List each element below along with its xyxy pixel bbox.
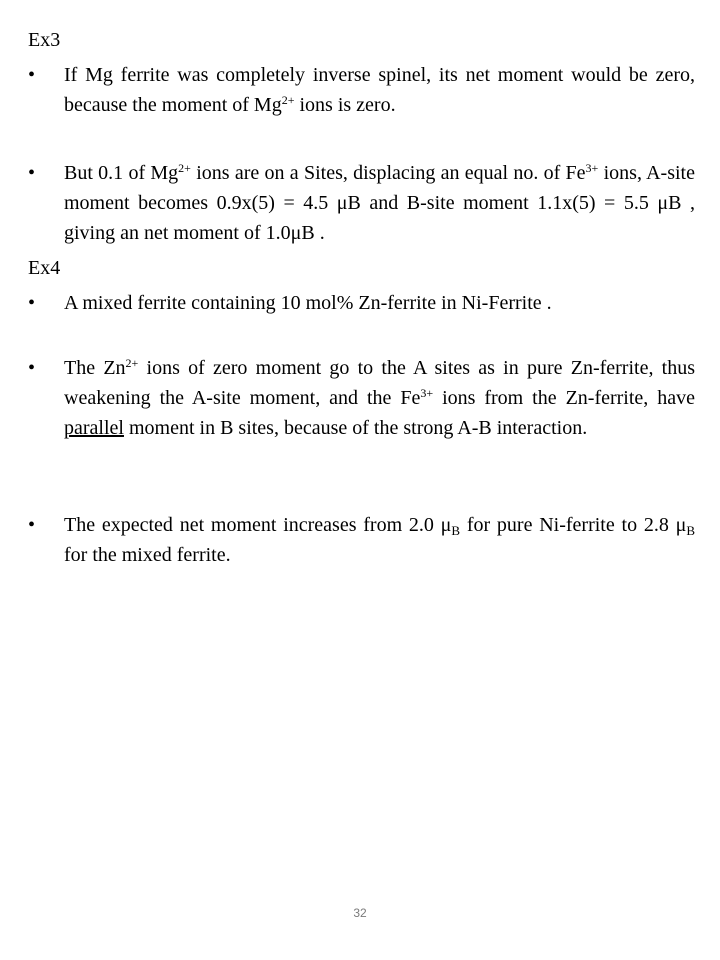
bullet-marker: • xyxy=(28,514,36,536)
superscript: 2+ xyxy=(281,92,295,107)
bullet-marker: • xyxy=(28,64,36,86)
superscript: 2+ xyxy=(125,355,139,370)
ex3-bullet-1-text: If Mg ferrite was completely inverse spinel, its net moment would be zero, because the moment of $Mg^{2+}$ ions is zero. xyxy=(64,64,695,116)
ex3-bullet-1 xyxy=(28,60,695,120)
ex4-bullet-3 xyxy=(28,510,695,570)
ex3-heading: Ex3 xyxy=(28,29,61,51)
superscript: 3+ xyxy=(420,385,434,400)
ex4-bullet-3-text: The expected net moment increases from 2.0 $\mu_B$ for pure Ni-ferrite to 2.8 $\mu_B$ for the mixed ferrite. xyxy=(64,514,695,566)
superscript: 3+ xyxy=(585,160,599,175)
ex3-bullet-2 xyxy=(28,158,695,248)
ex4-heading: Ex4 xyxy=(28,257,61,279)
ex4-bullet-1-text: A mixed ferrite containing 10 mol% Zn-ferrite in Ni-Ferrite . xyxy=(64,292,552,314)
bullet-marker: • xyxy=(28,292,36,314)
ex4-bullet-1 xyxy=(28,288,695,318)
bullet-marker: • xyxy=(28,162,36,184)
bullet-marker: • xyxy=(28,357,36,379)
page-number: 32 xyxy=(353,906,367,920)
subscript: B xyxy=(686,522,695,538)
ex4-bullet-2 xyxy=(28,353,695,443)
ex3-bullet-2-text: But 0.1 of $Mg^{2+}$ ions are on a Sites, displacing an equal no. of $Fe^{3+}$ ions, A-site moment becomes 0.9x(5) = 4.5 μB and B-site moment 1.1x(5) = 5.5 μB , giving an net moment of 1.0μB . xyxy=(64,160,695,244)
underlined-word: parallel xyxy=(64,417,124,439)
superscript: 2+ xyxy=(178,160,191,175)
ex4-bullet-2-text: The $Zn^{2+}$ ions of zero moment go to the A sites as in pure Zn-ferrite, thus weakening the A-site moment, and the $Fe^{3+}$ ions from the Zn-ferrite, have parallel moment in B sites, because of the strong A-B interaction. xyxy=(64,355,696,439)
subscript: B xyxy=(451,522,461,538)
